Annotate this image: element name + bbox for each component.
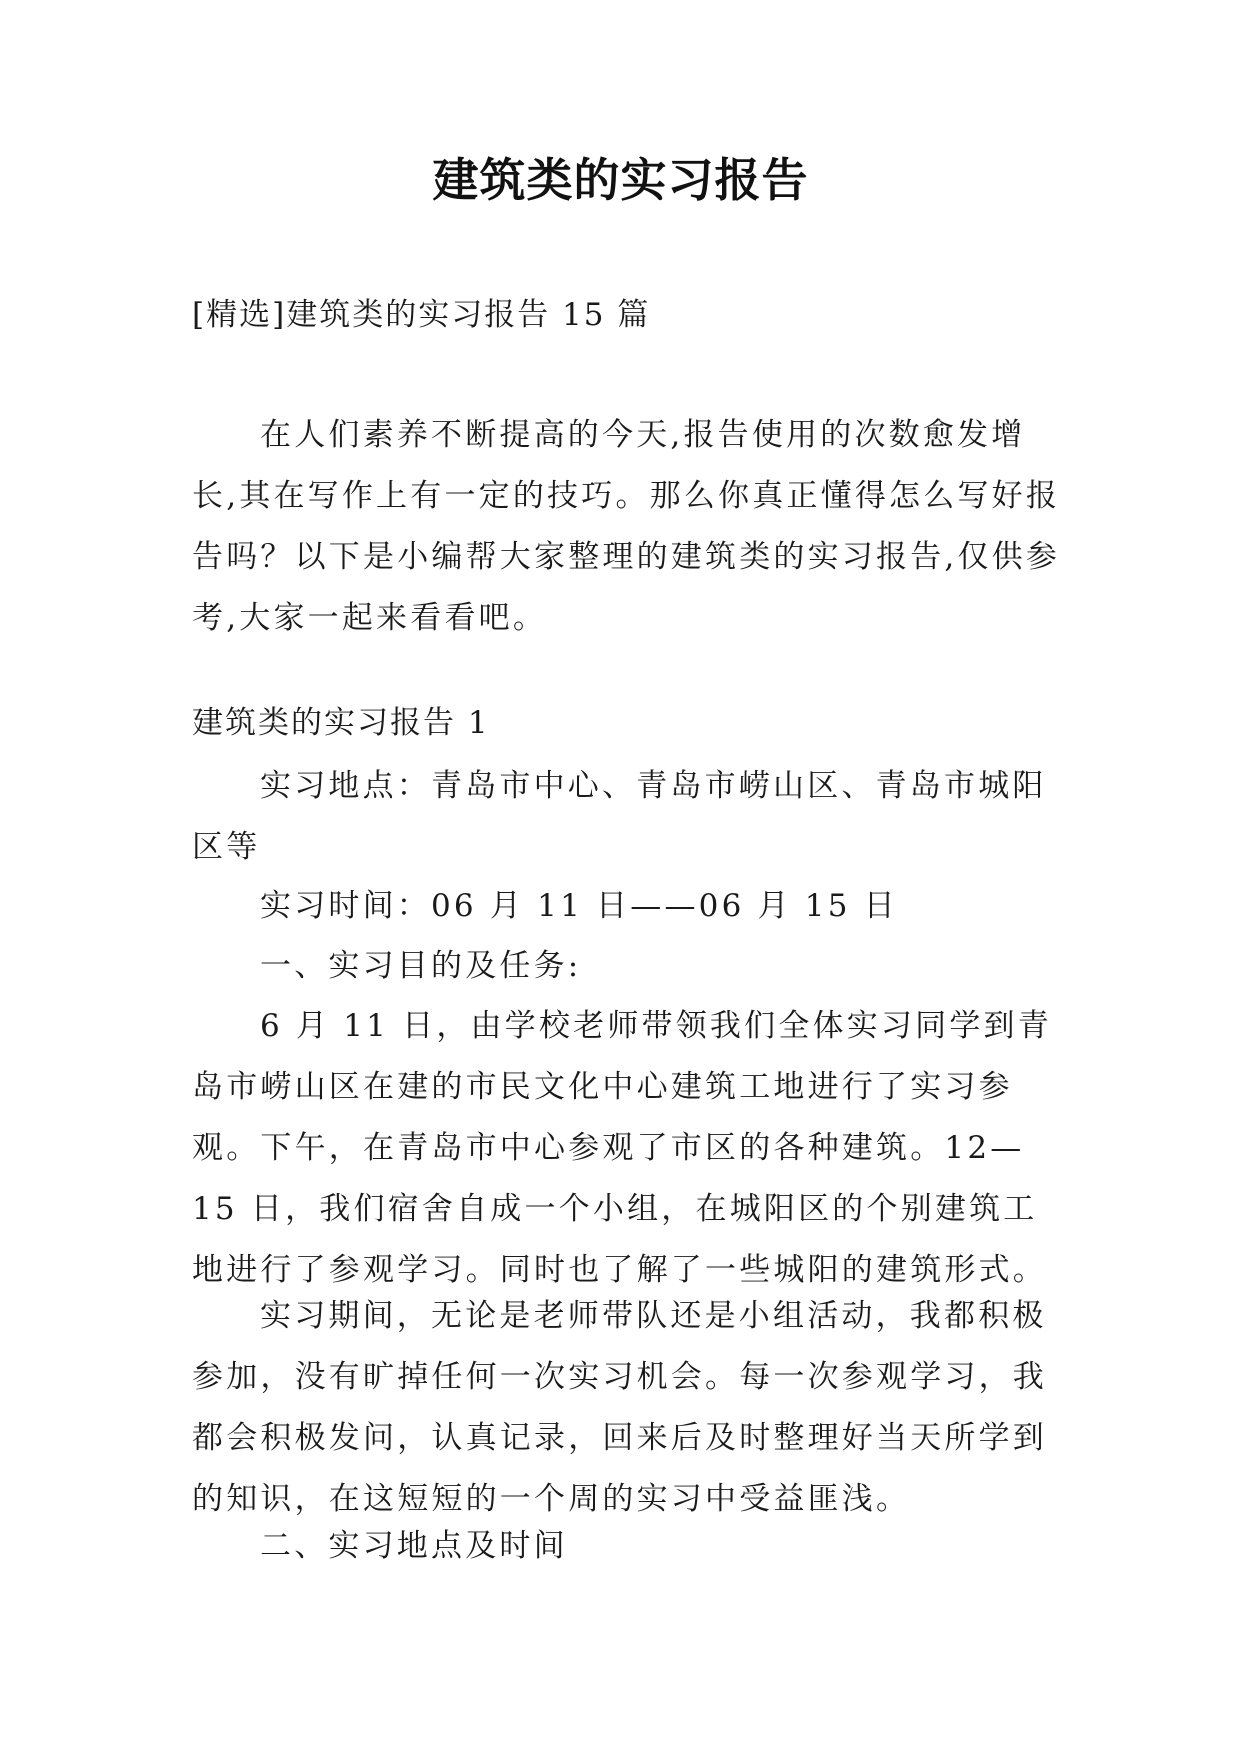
- body-paragraph-1: 6 月 11 日，由学校老师带领我们全体实习同学到青岛市崂山区在建的市民文化中心建筑工地进行了实习参观。下午，在青岛市中心参观了市区的各种建筑。12—15 日，我们宿舍自成一个小组，在城阳区的个别建筑工地进行了参观学习。同时也了解了一些城阳的建筑形式。: [192, 1008, 1052, 1288]
- document-title: 建筑类的实习报告: [432, 153, 809, 207]
- intro-paragraph: 在人们素养不断提高的今天,报告使用的次数愈发增长,其在写作上有一定的技巧。那么你真正懂得怎么写好报告吗？以下是小编帮大家整理的建筑类的实习报告,仅供参考,大家一起来看看吧。: [192, 417, 1061, 636]
- place-time-heading: 二、实习地点及时间: [260, 1528, 568, 1564]
- goal-heading: 一、实习目的及任务:: [260, 948, 582, 984]
- internship-place-paragraph: 实习地点：青岛市中心、青岛市崂山区、青岛市城阳区等: [192, 768, 1047, 865]
- body-paragraph-2: 实习期间，无论是老师带队还是小组活动，我都积极参加，没有旷掉任何一次实习机会。每一次参观学习，我都会积极发问，认真记录，回来后及时整理好当天所学到的知识，在这短短的一个周的实习中受益匪浅。: [192, 1298, 1047, 1517]
- section-heading: 建筑类的实习报告 1: [192, 705, 490, 741]
- document-subtitle: [精选]建筑类的实习报告 15 篇: [192, 297, 651, 333]
- internship-time-paragraph: 实习时间：06 月 11 日——06 月 15 日: [260, 888, 898, 924]
